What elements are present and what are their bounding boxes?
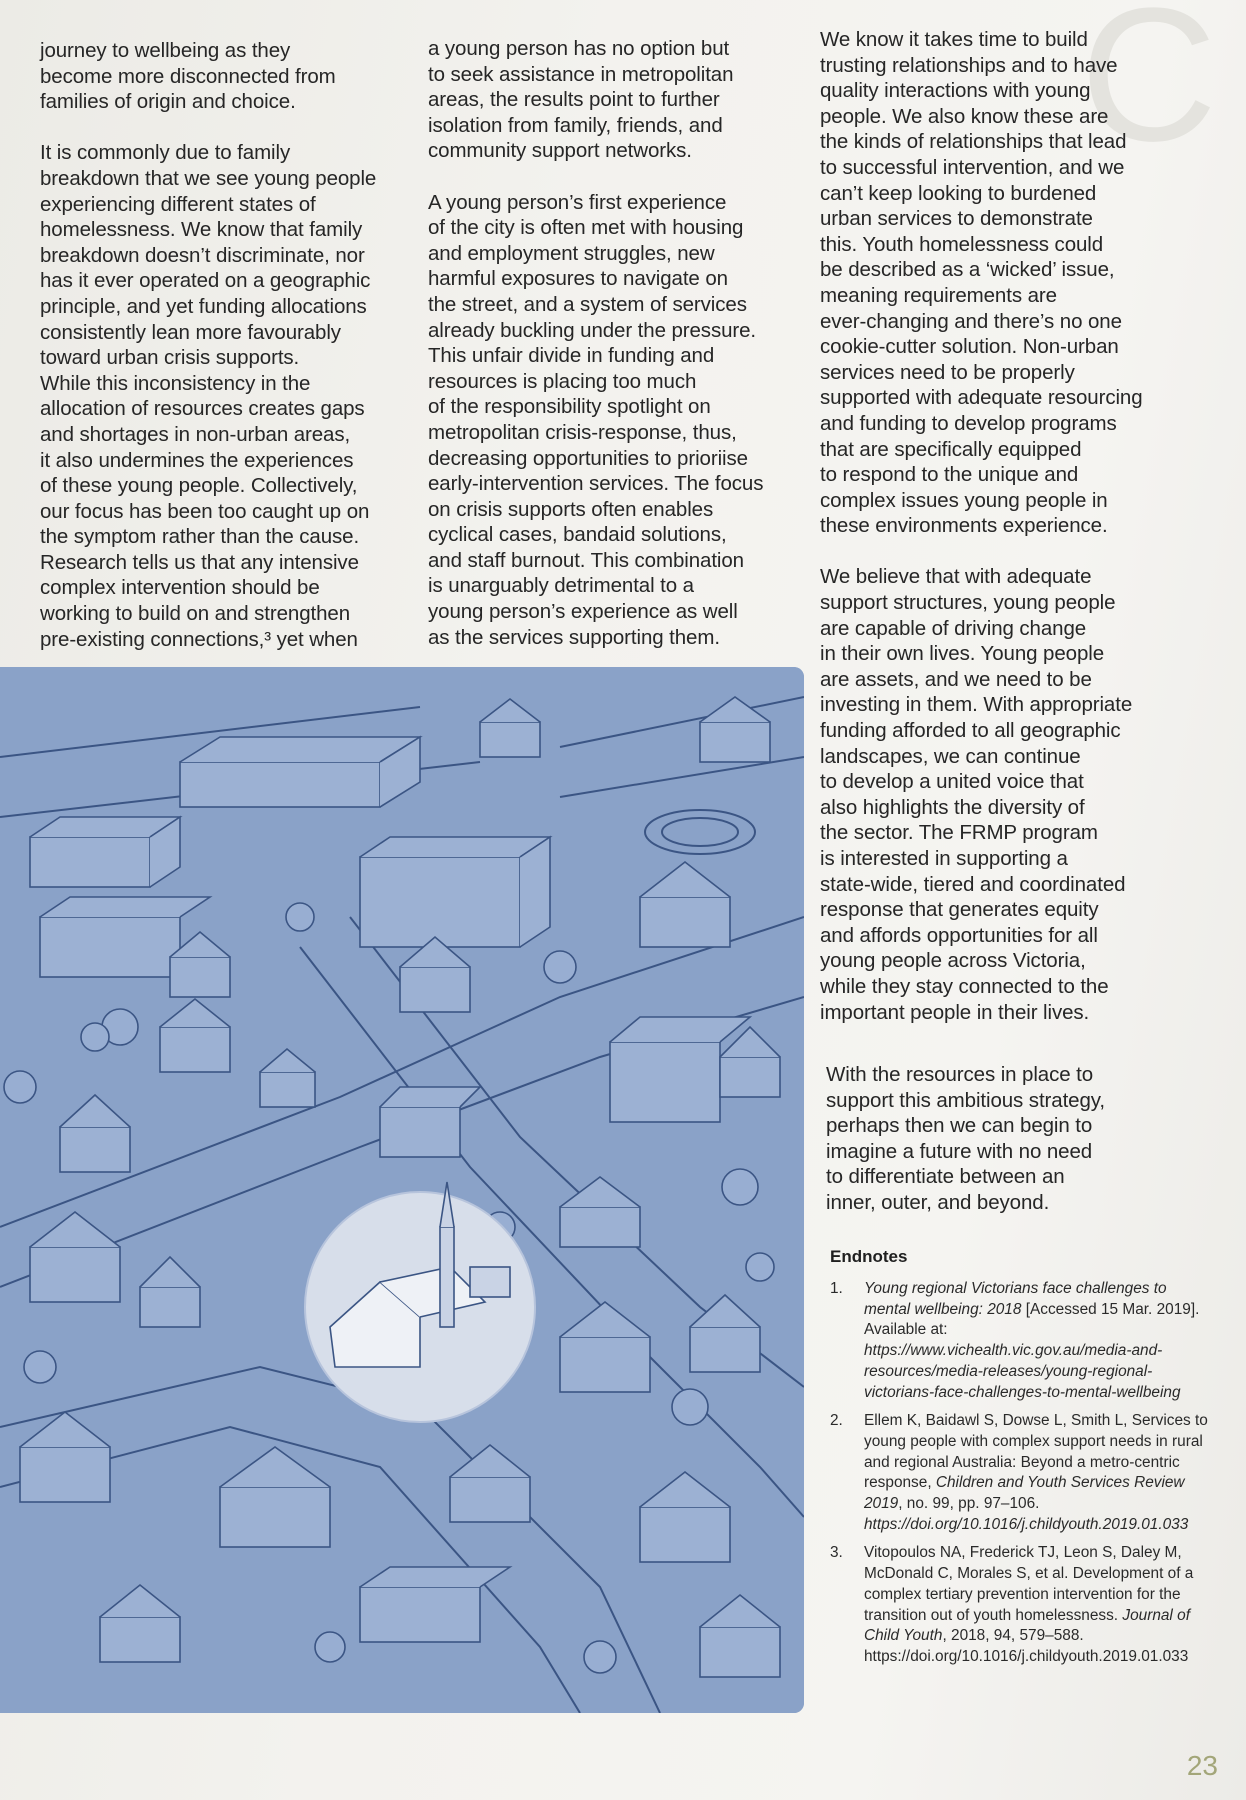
endnotes-section bbox=[830, 1247, 1210, 1676]
paragraph: We know it takes time to build trusting relationships and to have quality interactions with young people. We also know these are the kinds of relationships that lead to successful intervention, and we can’t keep looking to burdened urban services to demonstrate this. Youth homelessness could be described as a ‘wicked’ issue, meaning requirements are ever-changing and there’s no one cookie-cutter solution. Non-urban services need to be properly supported with adequate resourcing and funding to develop programs that are specifically equipped to respond to the unique and complex issues young people in these environments experience. bbox=[820, 28, 1143, 538]
endnote-text-part: [Accessed 15 Mar. 2019]. Available at: bbox=[864, 1300, 1200, 1339]
endnote-item bbox=[830, 1543, 1210, 1667]
endnote-number: 1. bbox=[830, 1280, 843, 1297]
paragraph: We believe that with adequate support structures, young people are capable of driving change in their own lives. Young people are assets, and we need to be investing in them. With appropriate funding afforded to all geographic landscapes, we can continue to develop a united voice that also highlights the diversity of the sector. The FRMP program is interested in supporting a state-wide, tiered and coordinated response that generates equity and affords opportunities for all young people across Victoria, while they stay connected to the important people in their lives. bbox=[820, 565, 1133, 1024]
endnote-text-part: Young regional Victorians face challenges to mental wellbeing: 2018 bbox=[864, 1280, 1167, 1318]
page-number: 23 bbox=[1186, 1750, 1218, 1781]
text-column-middle bbox=[428, 36, 784, 650]
paragraph: A young person’s first experience of the city is often met with housing and employment struggles, new harmful exposures to navigate on the street, and a system of services already buckling under the pressure. This unfair divide in funding and resources is placing too much of the responsibility spotlight on metropolitan crisis-response, thus, decreasing opportunities to prioriise early-intervention services. The focus on crisis supports often enables cyclical cases, bandaid solutions, and staff burnout. This combination is unarguably detrimental to a young person’s experience as well as the services supporting them. bbox=[428, 190, 764, 649]
text-column-right-closing bbox=[826, 1062, 1196, 1216]
endnote-text-part: Children and Youth Services Review 2019 bbox=[864, 1474, 1185, 1513]
endnote-number: 3. bbox=[830, 1544, 843, 1562]
town-line-drawing bbox=[0, 667, 804, 1713]
endnote-text-part: , 2018, 94, 579–588. https://doi.org/10.1016/j.childyouth.2019.01.033 bbox=[864, 1627, 1189, 1665]
paragraph: journey to wellbeing as they become more disconnected from families of origin and choice. bbox=[40, 39, 336, 114]
endnote-item bbox=[830, 1411, 1210, 1535]
endnote-number: 2. bbox=[830, 1412, 843, 1430]
town-aerial-illustration bbox=[0, 667, 804, 1713]
text-column-left bbox=[40, 38, 400, 652]
paragraph: a young person has no option but to seek assistance in metropolitan areas, the results point to further isolation from family, friends, and community support networks. bbox=[428, 37, 734, 163]
background-watermark-letter: C bbox=[1080, 0, 1218, 181]
endnote-text-part: Vitopoulos NA, Frederick TJ, Leon S, Daley M, McDonald C, Morales S, et al. Development of a complex tertiary prevention intervention for the transition out of youth homelessness. bbox=[864, 1544, 1194, 1624]
paragraph: With the resources in place to support this ambitious strategy, perhaps then we can begin to imagine a future with no need to differentiate between an inner, outer, and beyond. bbox=[826, 1063, 1105, 1214]
endnote-item bbox=[830, 1279, 1210, 1403]
endnote-text-part: https://doi.org/10.1016/j.childyouth.2019.01.033 bbox=[864, 1515, 1189, 1533]
endnotes-list bbox=[830, 1279, 1210, 1668]
text-column-right bbox=[820, 27, 1190, 1025]
endnote-text-part: , no. 99, pp. 97–106. bbox=[898, 1495, 1040, 1513]
paragraph: It is commonly due to family breakdown that we see young people experiencing different states of homelessness. We know that family breakdown doesn’t discriminate, nor has it ever operated on a geographic principle, and yet funding allocations consistently lean more favourably toward urban crisis supports. While this inconsistency in the allocation of resources creates gaps and shortages in non-urban areas, it also undermines the experiences of these young people. Collectively, our focus has been too caught up on the symptom rather than the cause. Research tells us that any intensive complex intervention should be working to build on and strengthen pre-existing connections,³ yet when bbox=[40, 141, 377, 651]
endnote-text-part: https://www.vichealth.vic.gov.au/media-and-resources/media-releases/young-regional-victorians-face-challenges-to-mental-wellbeing bbox=[864, 1342, 1181, 1401]
endnotes-heading: Endnotes bbox=[830, 1247, 908, 1266]
endnote-text-part: Ellem K, Baidawl S, Dowse L, Smith L, Services to young people with complex support needs in rural and regional Australia: Beyond a metro-centric response, bbox=[864, 1412, 1208, 1492]
endnote-text-part: Journal of Child Youth bbox=[864, 1606, 1190, 1645]
